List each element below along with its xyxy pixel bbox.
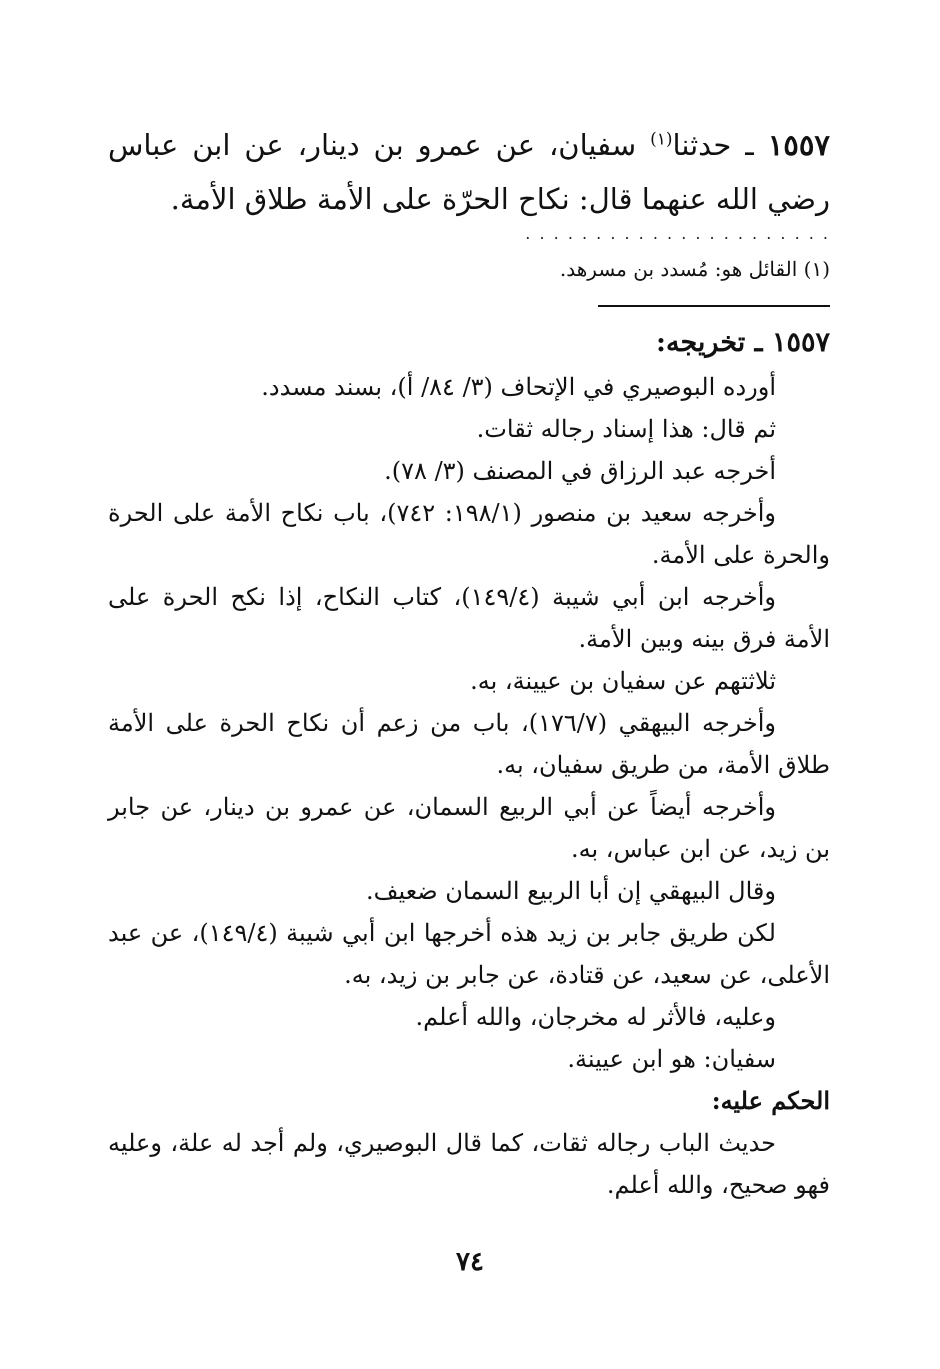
takhrij-paragraph: وأخرجه ابن أبي شيبة (١٤٩/٤)، كتاب النكاح، إذا نكح الحرة على الأمة فرق بينه وبين الأمة. (108, 583, 830, 653)
hadith-number: ١٥٥٧ (767, 128, 831, 162)
hukm-text: حديث الباب رجاله ثقات، كما قال البوصيري، ولم أجد له علة، وعليه فهو صحيح، والله أعلم. (108, 1129, 830, 1199)
page-number: ٧٤ (456, 1247, 484, 1277)
footnote (108, 254, 830, 284)
section-divider (598, 305, 830, 307)
hukm-heading: الحكم عليه: (711, 1086, 830, 1115)
hadith-body: سفيان، عن عمرو بن دينار، عن ابن عباس رضي الله عنهما قال: نكاح الحرّة على الأمة طلاق الأمة. (108, 128, 830, 216)
hadith-text (108, 118, 830, 226)
takhrij-body (108, 366, 830, 1206)
takhrij-paragraph: وقال البيهقي إن أبا الربيع السمان ضعيف. (365, 877, 776, 905)
takhrij-paragraph: وأخرجه أيضاً عن أبي الربيع السمان، عن عمرو بن دينار، عن جابر بن زيد، عن ابن عباس، به. (108, 793, 830, 863)
takhrij-paragraph: سفيان: هو ابن عيينة. (567, 1045, 776, 1073)
footnote-text: القائل هو: مُسدد بن مسرهد. (559, 257, 798, 281)
takhrij-paragraph: ثلاثتهم عن سفيان بن عيينة، به. (470, 667, 776, 695)
footnote-separator-dots: . . . . . . . . . . . . . . . . . . . . . . (525, 224, 830, 243)
takhrij-paragraph: وأخرجه البيهقي (١٧٦/٧)، باب من زعم أن نكاح الحرة على الأمة طلاق الأمة، من طريق سفيان، به. (108, 709, 830, 779)
takhrij-paragraph: وأخرجه سعيد بن منصور (١٩٨/١: ٧٤٢)، باب نكاح الأمة على الحرة والحرة على الأمة. (108, 499, 830, 569)
takhrij-paragraph: أخرجه عبد الرزاق في المصنف (٣/ ٧٨). (384, 457, 776, 485)
hadith-dash: ـ (745, 128, 754, 162)
footnote-marker: (١) (803, 257, 830, 281)
takhrij-paragraph: وعليه، فالأثر له مخرجان، والله أعلم. (415, 1003, 776, 1031)
footnote-reference: (١) (650, 129, 673, 150)
hadith-opening: حدثنا (672, 128, 732, 162)
takhrij-paragraph: ثم قال: هذا إسناد رجاله ثقات. (476, 415, 776, 443)
takhrij-paragraph: أورده البوصيري في الإتحاف (٣/ ٨٤/ أ)، بسند مسدد. (261, 373, 776, 401)
takhrij-paragraph: لكن طريق جابر بن زيد هذه أخرجها ابن أبي شيبة (١٤٩/٤)، عن عبد الأعلى، عن سعيد، عن قتادة، عن جابر بن زيد، به. (108, 919, 830, 989)
takhrij-heading: ١٥٥٧ ـ تخريجه: (656, 327, 830, 358)
